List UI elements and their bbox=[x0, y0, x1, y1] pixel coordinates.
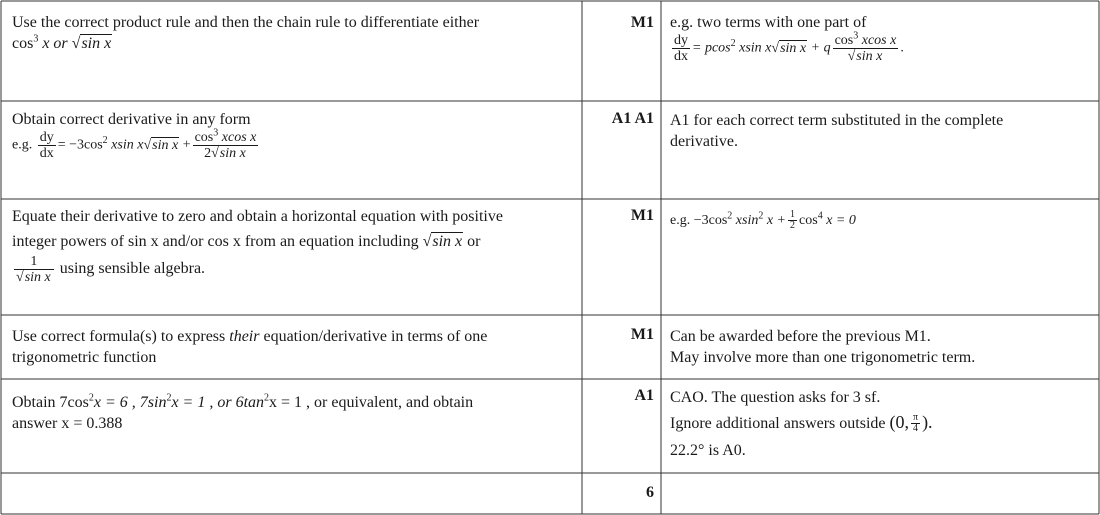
row5-working bbox=[12, 392, 577, 434]
dy-dx-fraction: $\frac{dy}{dx}$ bbox=[674, 33, 688, 64]
row1-guidance bbox=[670, 12, 1090, 64]
row5-working-line1: Obtain $7\cos^2x = 6$ , $7\sin^2x = 1$ , or $6\tan^2x = 1$ , or equivalent, and obtain bbox=[12, 392, 474, 411]
row5-guidance-line3: 22.2° is A0. bbox=[670, 442, 746, 460]
row2-mark: A1 A1 bbox=[611, 110, 654, 127]
row2-guidance bbox=[670, 110, 1090, 152]
row2-working bbox=[12, 109, 577, 161]
row5-guidance-line2: Ignore additional answers outside (0, $\frac{\pi}{4}$ ). bbox=[670, 412, 933, 435]
row2-working-expr: e.g. $\frac{dy}{dx}$ = $-3\cos^2$ xsin x√sin x + $\frac{\cos^3 xcos x}{\text{2√sin x}}$ bbox=[12, 127, 257, 161]
row4-working bbox=[12, 326, 577, 368]
row2-working-line1: Obtain correct derivative in any form bbox=[12, 111, 251, 128]
cos-cubed-fraction: $\frac{\cos^3 xcos x}{\text{√sin x}}$ bbox=[834, 30, 897, 64]
row3-working-line2: integer powers of sin x and/or cos x from an equation including √sin x or bbox=[12, 233, 481, 250]
row4-mark: M1 bbox=[630, 326, 654, 343]
row4-working-line1: Use correct formula(s) to express their equation/derivative in terms of one bbox=[12, 328, 488, 345]
row2-guidance-line2: derivative. bbox=[670, 133, 738, 150]
row2-guidance-line1: A1 for each correct term substituted in the complete bbox=[670, 112, 1004, 129]
row1-working-expr: $\cos^3 x$ or √sin x bbox=[12, 33, 112, 52]
row3-working-line1: Equate their derivative to zero and obtain a horizontal equation with positive bbox=[12, 208, 503, 225]
row1-guidance-line1: e.g. two terms with one part of bbox=[670, 14, 867, 31]
row1-guidance-expr: $\frac{dy}{dx}$ = pcos$^2$ xsin x√sin x + q $\frac{\cos^3 xcos x}{\text{√sin x}}$ . bbox=[674, 30, 904, 64]
row5-working-line2: answer x = 0.388 bbox=[12, 415, 123, 432]
row3-working bbox=[12, 206, 577, 285]
row3-guidance: e.g. $-3\cos^2$ xsin$^2$ x + $\frac{1}{2}$ $\cos^4 x = 0$ bbox=[670, 209, 856, 232]
row5-guidance-line1: CAO. The question asks for 3 sf. bbox=[670, 389, 881, 406]
row3-mark: M1 bbox=[630, 207, 654, 224]
row4-guidance bbox=[670, 326, 1090, 368]
row4-guidance-line2: May involve more than one trigonometric term. bbox=[670, 349, 976, 366]
row3-working-line3: $\frac{1}{\text{√sin x}}$ using sensible algebra. bbox=[16, 254, 206, 285]
row4-working-line2: trigonometric function bbox=[12, 349, 157, 366]
row5-mark: A1 bbox=[634, 387, 654, 404]
row1-working bbox=[12, 12, 577, 54]
row4-guidance-line1: Can be awarded before the previous M1. bbox=[670, 328, 931, 345]
row1-mark: M1 bbox=[630, 14, 654, 31]
total-mark: 6 bbox=[646, 484, 654, 501]
row5-guidance bbox=[670, 387, 1090, 461]
interval: (0, $\frac{\pi}{4}$ ). bbox=[889, 412, 933, 435]
row1-working-line1: Use the correct product rule and then the chain rule to differentiate either bbox=[12, 14, 480, 31]
sqrt-sin-x: √sin x bbox=[71, 35, 112, 52]
